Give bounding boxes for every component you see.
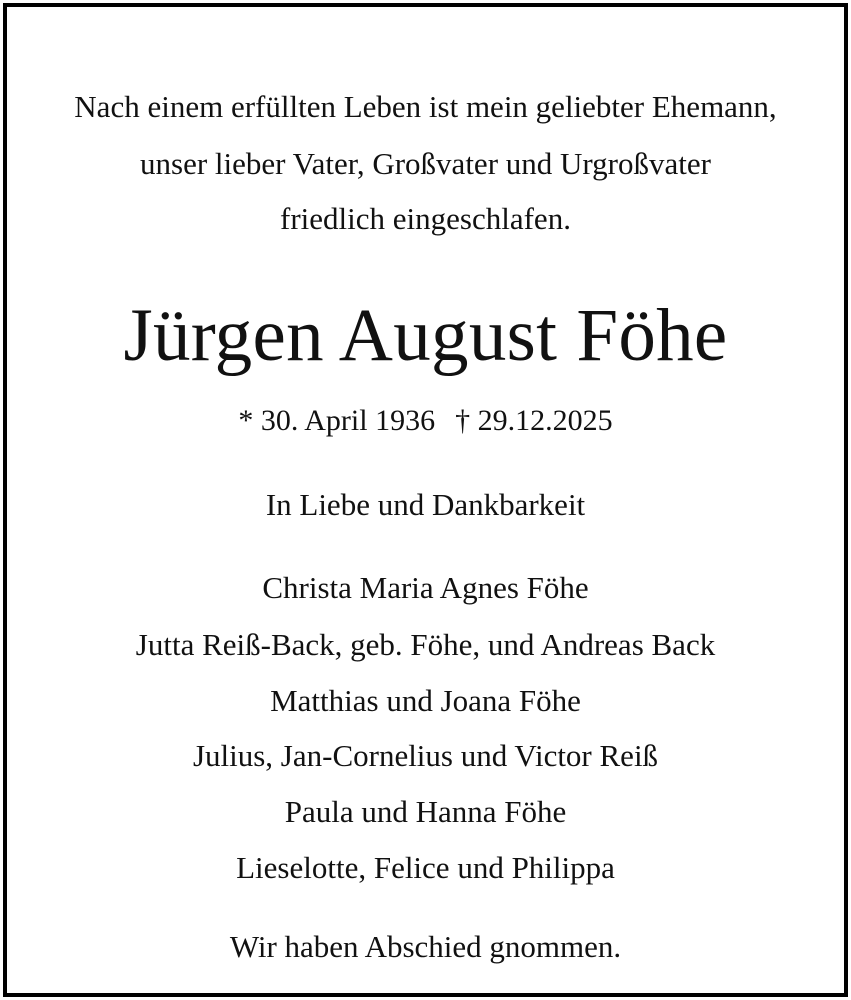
- mourner-5: Paula und Hanna Föhe: [284, 794, 567, 829]
- mourner-4: Julius, Jan-Cornelius und Victor Reiß: [192, 738, 659, 773]
- death-date: † 29.12.2025: [455, 404, 613, 437]
- dedication: In Liebe und Dankbarkeit: [265, 487, 586, 522]
- mourner-3: Matthias und Joana Föhe: [270, 683, 581, 718]
- intro-line-2: unser lieber Vater, Großvater und Urgroßvater: [140, 146, 711, 181]
- closing-line: Wir haben Abschied gnommen.: [229, 929, 622, 964]
- mourner-2: Jutta Reiß-Back, geb. Föhe, und Andreas Back: [135, 627, 716, 662]
- birth-date: * 30. April 1936: [238, 404, 436, 437]
- mourner-6: Lieselotte, Felice und Philippa: [236, 850, 615, 885]
- obituary-frame: [3, 3, 848, 997]
- mourner-1: Christa Maria Agnes Föhe: [262, 570, 589, 605]
- intro-line-1: Nach einem erfüllten Leben ist mein geliebter Ehemann,: [74, 89, 777, 124]
- intro-line-3: friedlich eingeschlafen.: [280, 201, 571, 236]
- deceased-name: Jürgen August Föhe: [123, 294, 728, 377]
- life-dates: [7, 403, 844, 439]
